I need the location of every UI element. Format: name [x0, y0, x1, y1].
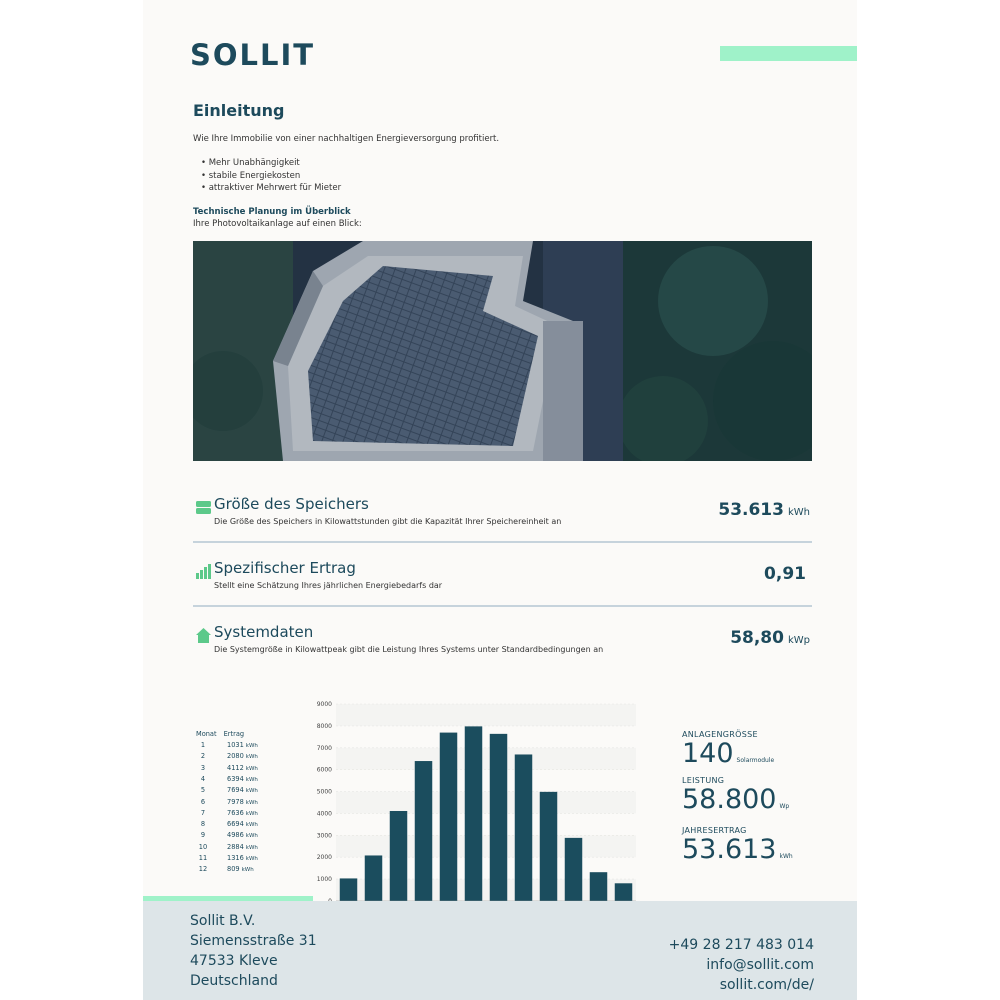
yield-unit: kWh	[245, 799, 258, 806]
website-link[interactable]: sollit.com/de/	[719, 977, 814, 993]
table-row	[193, 775, 283, 786]
street: Siemensstraße 31	[190, 933, 317, 949]
yield-unit: kWh	[245, 856, 258, 862]
yield-unit: kWh	[245, 765, 258, 772]
y-tick-label: 1000	[316, 876, 332, 884]
yield-cell: 809 kWh	[227, 865, 254, 874]
grid-band	[336, 726, 636, 748]
company-address	[190, 911, 317, 991]
yield-cell: 4112 kWh	[227, 763, 258, 772]
bar-okt	[565, 838, 583, 901]
table-row	[193, 865, 283, 876]
yield-cell: 1316 kWh	[227, 854, 258, 862]
grid-band	[336, 704, 636, 726]
table-row	[193, 752, 283, 763]
yield-cell: 7636 kWh	[227, 808, 258, 817]
table-row	[193, 764, 283, 775]
yield-cell: 7978 kWh	[227, 797, 258, 806]
bar-nov	[590, 872, 608, 901]
month-cell: 5	[200, 786, 206, 795]
month-cell: 11	[198, 854, 208, 862]
metric-description: Die Systemgröße in Kilowattpeak gibt die Leistung Ihres Systems unter Standardbedingungen an	[214, 645, 604, 654]
plant-stats	[682, 730, 793, 872]
table-row	[193, 843, 283, 854]
annual-yield-unit: kWh	[779, 853, 793, 860]
planning-subtext: Ihre Photovoltaikanlage auf einen Blick:	[193, 219, 362, 229]
month-cell: 4	[200, 774, 206, 783]
table-row	[193, 741, 283, 752]
y-tick-label: 4000	[316, 810, 332, 818]
bar-feb	[365, 855, 383, 901]
yield-cell: 4986 kWh	[227, 831, 258, 840]
grid-band	[336, 835, 636, 857]
battery-icon	[196, 500, 211, 515]
yield-unit: kWh	[245, 833, 258, 840]
aerial-roof-photo	[193, 241, 812, 461]
y-tick-label: 2000	[316, 854, 332, 862]
header-accent-bar	[720, 46, 857, 61]
month-cell: 10	[198, 842, 208, 851]
power-label: LEISTUNG	[682, 776, 725, 785]
divider	[193, 541, 812, 543]
yield-cell: 2884 kWh	[227, 842, 258, 851]
benefit-item: • stabile Energiekosten	[201, 170, 341, 183]
column-header-yield: Ertrag	[223, 730, 245, 738]
y-tick-label: 8000	[316, 722, 332, 730]
benefit-list	[201, 157, 341, 195]
intro-text: Wie Ihre Immobilie von einer nachhaltigen Energieversorgung profitiert.	[193, 134, 500, 144]
city: 47533 Kleve	[190, 953, 278, 969]
planning-heading: Technische Planung im Überblick	[193, 207, 351, 217]
table-row	[193, 798, 283, 809]
yield-unit: kWh	[245, 822, 258, 829]
grid-band	[336, 748, 636, 770]
yield-unit: kWh	[245, 788, 258, 795]
metric-system-data	[193, 623, 812, 681]
bar-jun	[465, 726, 483, 901]
bar-mar	[390, 811, 408, 901]
monthly-yield-chart	[306, 698, 646, 928]
metric-value: 53.613 kWh	[718, 500, 810, 520]
month-cell: 9	[200, 831, 206, 840]
benefit-item: • attraktiver Mehrwert für Mieter	[201, 182, 341, 195]
company-name: Sollit B.V.	[190, 913, 256, 929]
month-cell: 6	[200, 797, 206, 806]
yield-unit: kWh	[245, 754, 258, 761]
metric-description: Stellt eine Schätzung Ihres jährlichen Energiebedarfs dar	[214, 581, 443, 590]
metric-storage	[193, 495, 812, 553]
plant-size-unit: Solarmodule	[736, 757, 775, 764]
y-tick-label: 9000	[316, 701, 332, 708]
house-icon	[196, 628, 211, 643]
phone-link[interactable]: +49 28 217 483 014	[668, 937, 814, 953]
month-cell: 3	[200, 763, 206, 772]
bar-jul	[490, 734, 508, 901]
plant-size-value: 140 Solarmodule	[682, 738, 775, 769]
bar-mai	[440, 733, 458, 901]
footer	[143, 901, 857, 1000]
grid-band	[336, 770, 636, 792]
table-row	[193, 786, 283, 797]
table-row	[193, 820, 283, 831]
month-cell: 2	[200, 752, 206, 761]
yield-unit: kWh	[245, 844, 258, 851]
annual-yield-label: JAHRESERTRAG	[682, 826, 747, 835]
y-tick-label: 3000	[316, 832, 332, 840]
column-header-month: Monat	[196, 730, 217, 738]
y-tick-label: 6000	[316, 766, 332, 774]
bar-jan	[340, 878, 358, 901]
grid-band	[336, 792, 636, 814]
metric-title: Spezifischer Ertrag	[214, 559, 356, 577]
metric-title: Systemdaten	[214, 623, 314, 641]
document-page	[143, 0, 857, 1000]
yield-unit: kWh	[245, 743, 258, 749]
benefit-item: • Mehr Unabhängigkeit	[201, 157, 341, 170]
yield-unit: kWh	[245, 776, 258, 783]
metric-unit: kWp	[787, 635, 810, 646]
metric-value: 0,91	[764, 564, 806, 584]
table-row	[193, 854, 283, 865]
table-row	[193, 831, 283, 842]
power-unit: Wp	[779, 803, 790, 810]
yield-unit: kWh	[245, 810, 258, 817]
grid-band	[336, 813, 636, 835]
bar-apr	[415, 761, 433, 901]
metric-specific-yield	[193, 559, 812, 617]
annual-yield-value: 53.613 kWh	[682, 834, 793, 865]
month-cell: 12	[198, 865, 208, 874]
bar-aug	[515, 754, 533, 901]
metric-value: 58,80 kWp	[730, 628, 810, 648]
plant-size-label: ANLAGENGRÖSSE	[682, 730, 758, 739]
power-value: 58.800 Wp	[682, 784, 790, 815]
country: Deutschland	[190, 973, 278, 989]
y-tick-label: 5000	[316, 788, 332, 796]
yield-cell: 6394 kWh	[227, 774, 258, 783]
table-row	[193, 809, 283, 820]
yield-cell: 6694 kWh	[227, 820, 258, 829]
email-link[interactable]: info@sollit.com	[706, 957, 814, 973]
month-cell: 8	[200, 820, 206, 829]
bar-chart-icon	[196, 564, 211, 579]
yield-cell: 2080 kWh	[227, 752, 258, 761]
bar-sep	[540, 792, 558, 901]
table-header	[196, 730, 276, 738]
yield-cell: 1031 kWh	[227, 741, 258, 749]
sollit-logo: SOLLIT	[190, 38, 316, 72]
metric-unit: kWh	[787, 507, 810, 518]
yield-cell: 7694 kWh	[227, 786, 258, 795]
month-cell: 1	[200, 741, 206, 749]
y-tick-label: 7000	[316, 744, 332, 752]
contact-info	[669, 935, 814, 995]
divider	[193, 605, 812, 607]
yield-unit: kWh	[241, 867, 254, 874]
bar-dez	[615, 883, 633, 901]
month-cell: 7	[200, 808, 206, 817]
metric-title: Größe des Speichers	[214, 495, 369, 513]
metric-description: Die Größe des Speichers in Kilowattstunden gibt die Kapazität Ihrer Speichereinheit an	[214, 517, 562, 526]
intro-title: Einleitung	[193, 101, 285, 120]
